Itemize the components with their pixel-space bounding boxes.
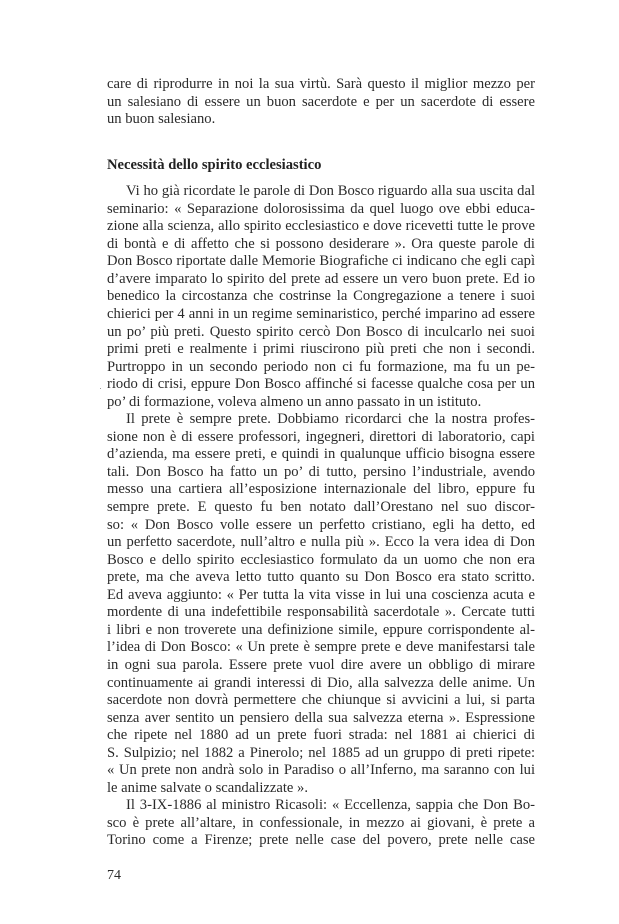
text-line: di bontà e di affetto che si possono desiderare ». Ora queste parole di [107,235,535,252]
text-line: sione non è di essere professori, ingegneri, direttori di laboratorio, capi [107,428,535,445]
section-heading: Necessità dello spirito ecclesiastico [107,156,322,173]
text-line: so: « Don Bosco volle essere un perfetto cristiano, egli ha detto, ed [107,516,535,533]
text-line: continuamente ai grandi interessi di Dio, alla salvezza delle anime. Un [107,674,535,691]
scan-speck [100,388,101,389]
text-line: messo una cartiera all’esposizione internazionale del libro, eppure fu [107,481,535,498]
text-line: Don Bosco riportate dalle Memorie Biografiche ci indicano che egli capì [107,253,535,270]
text-line: che ripete nel 1880 ad un prete fuori strada: nel 1881 ai chierici di [107,727,535,744]
opening-paragraph [107,76,535,129]
text-line: Il prete è sempre prete. Dobbiamo ricordarci che la nostra profes- [126,411,535,428]
text-line: mordente di una indefettibile responsabilità sacerdotale ». Cercate tutti [107,604,535,621]
text-line: un perfetto sacerdote, null’altro e nulla più ». Ecco la vera idea di Don [107,534,535,551]
text-line: senza aver sentito un pensiero della sua salvezza eterna ». Espressione [107,709,535,726]
text-line: prete, ma che aveva letto tutto quanto su Don Bosco era stato scritto. [107,569,535,586]
text-line: tali. Don Bosco ha fatto un po’ di tutto, persino l’industriale, avendo [107,463,535,480]
text-line: po’ di formazione, voleva almeno un anno passato in un istituto. [107,393,482,410]
text-line: Bosco e dello spirito ecclesiastico formulato da un uomo che non era [107,551,535,568]
text-line: « Un prete non andrà solo in Paradiso o all’Inferno, ma saranno con lui [107,762,535,779]
text-line: benedico la circostanza che costrinse la Congregazione a tenere i suoi [107,288,535,305]
text-line: Il 3-IX-1886 al ministro Ricasoli: « Eccellenza, sappia che Don Bo- [126,797,535,814]
text-line: i libri e non troverete una definizione simile, eppure corrispondente al- [107,621,535,638]
text-line: chierici per 4 anni in un regime seminaristico, perché imparino ad essere [107,306,535,323]
text-line: d’azienda, ma essere preti, e quindi in qualunque ufficio bisogna essere [107,446,535,463]
text-line: Purtroppo in un secondo periodo non ci fu formazione, ma fu un pe- [107,358,535,375]
text-line: Vi ho già ricordate le parole di Don Bosco riguardo alla sua uscita dal [126,183,535,200]
text-line: l’idea di Don Bosco: « Un prete è sempre prete e deve manifestarsi tale [107,639,535,656]
text-line: sco è prete all’altare, in confessionale, in mezzo ai giovani, è prete a [107,814,535,831]
text-line: d’avere imparato lo spirito del prete ad essere un vero buon prete. Ed io [107,270,535,287]
page-body [107,0,535,850]
paragraph-2 [107,411,535,797]
text-line: sempre prete. E questo fu ben notato dall’Orestano nel suo discor- [107,499,535,516]
text-line: un buon salesiano. [107,111,216,128]
page-number: 74 [107,867,121,883]
text-line: care di riprodurre in noi la sua virtù. Sarà questo il miglior mezzo per [107,76,535,92]
text-line: riodo di crisi, eppure Don Bosco affinché si facesse qualche cosa per un [107,376,535,393]
text-line: Torino come a Firenze; prete nelle case del povero, prete nelle case [107,832,535,849]
text-line: un po’ più preti. Questo spirito cercò Don Bosco di inculcarlo nei suoi [107,323,535,340]
paragraph-1 [107,183,535,411]
text-line: un salesiano di essere un buon sacerdote e per un sacerdote di essere [107,93,535,110]
paragraph-3 [107,797,535,850]
text-line: S. Sulpizio; nel 1882 a Pinerolo; nel 1885 ad un gruppo di preti ripete: [107,744,535,761]
text-line: le anime salvate o scandalizzate ». [107,779,308,796]
text-line: zione alla scienza, allo spirito ecclesiastico e dove ricevetti tutte le prove [107,218,535,235]
text-line: sacerdote non dovrà permettere che chiunque si avvicini a lui, si parta [107,692,535,709]
text-line: in ogni sua parola. Essere prete vuol dire avere un obbligo di mirare [107,656,535,673]
text-line: seminario: « Separazione dolorosissima da quel luogo ove ebbi educa- [107,200,535,217]
text-line: primi preti e realmente i primi riuscirono più preti che non i secondi. [107,341,535,358]
text-line: Ed aveva aggiunto: « Per tutta la vita visse in lui una coscienza acuta e [107,586,535,603]
